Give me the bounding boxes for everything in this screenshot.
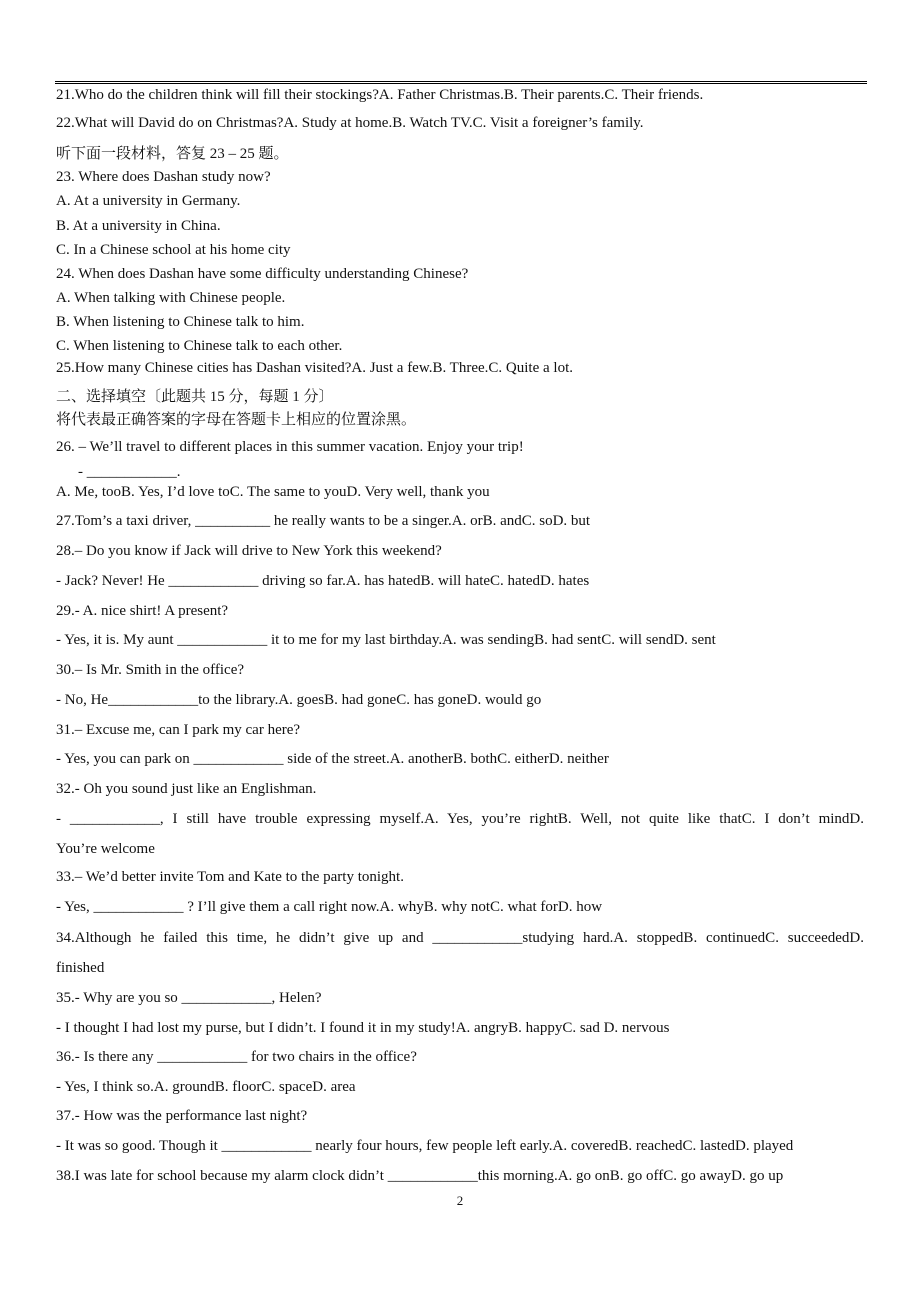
q38: 38.I was late for school because my alarm clock didn’t ____________this morning.A. go onB. go offC. go awayD. go up — [56, 1168, 784, 1184]
q23-option-b: B. At a university in China. — [56, 218, 221, 234]
section-heading: 二、选择填空〔此题共 15 分，每题 1 分〕 — [56, 389, 334, 405]
q26: 26. – We’ll travel to different places in this summer vacation. Enjoy your trip! — [56, 439, 524, 455]
q29-reply: - Yes, it is. My aunt ____________ it to me for my last birthday.A. was sendingB. had sentC. will sendD. sent — [56, 632, 716, 648]
q33-reply: - Yes, ____________ ? I’ll give them a call right now.A. whyB. why notC. what forD. how — [56, 899, 603, 915]
q28-reply: - Jack? Never! He ____________ driving so far.A. has hatedB. will hateC. hatedD. hates — [56, 573, 590, 589]
q37-reply: - It was so good. Though it ____________ nearly four hours, few people left early.A. coveredB. reachedC. lastedD. played — [56, 1138, 794, 1154]
q24-option-a: A. When talking with Chinese people. — [56, 290, 286, 306]
q23-option-c: C. In a Chinese school at his home city — [56, 242, 291, 258]
q26-reply: - ____________. — [78, 464, 181, 480]
q36-reply: - Yes, I think so.A. groundB. floorC. spaceD. area — [56, 1079, 356, 1095]
q29: 29.- A. nice shirt! A present? — [56, 603, 229, 619]
listening-instruction: 听下面一段材料，答复 23 – 25 题。 — [56, 146, 289, 162]
q34-cont: finished — [56, 960, 105, 976]
q35-reply: - I thought I had lost my purse, but I didn’t. I found it in my study!A. angryB. happyC. sad D. nervous — [56, 1020, 670, 1036]
q30: 30.– Is Mr. Smith in the office? — [56, 662, 245, 678]
header-rule — [55, 81, 867, 84]
section-instruction: 将代表最正确答案的字母在答题卡上相应的位置涂黑。 — [56, 412, 417, 428]
q31: 31.– Excuse me, can I park my car here? — [56, 722, 301, 738]
q36: 36.- Is there any ____________ for two chairs in the office? — [56, 1049, 417, 1065]
q23-option-a: A. At a university in Germany. — [56, 193, 241, 209]
q22: 22.What will David do on Christmas?A. Study at home.B. Watch TV.C. Visit a foreigner’s family. — [56, 115, 644, 131]
q21: 21.Who do the children think will fill their stockings?A. Father Christmas.B. Their parents.C. Their friends. — [56, 87, 704, 103]
q30-reply: - No, He____________to the library.A. goesB. had goneC. has goneD. would go — [56, 692, 542, 708]
q23: 23. Where does Dashan study now? — [56, 169, 271, 185]
q24: 24. When does Dashan have some difficulty understanding Chinese? — [56, 266, 469, 282]
q28: 28.– Do you know if Jack will drive to New York this weekend? — [56, 543, 442, 559]
q24-option-c: C. When listening to Chinese talk to each other. — [56, 338, 343, 354]
q24-option-b: B. When listening to Chinese talk to him. — [56, 314, 305, 330]
q32: 32.- Oh you sound just like an Englishman. — [56, 781, 317, 797]
q33: 33.– We’d better invite Tom and Kate to the party tonight. — [56, 869, 404, 885]
q35: 35.- Why are you so ____________, Helen? — [56, 990, 322, 1006]
q31-reply: - Yes, you can park on ____________ side of the street.A. anotherB. bothC. eitherD. neither — [56, 751, 609, 767]
q37: 37.- How was the performance last night? — [56, 1108, 308, 1124]
page-number: 2 — [456, 1193, 464, 1208]
q34: 34.Although he failed this time, he didn’t give up and ____________studying hard.A. stoppedB. continuedC. succeededD. — [56, 930, 864, 946]
q26-options: A. Me, tooB. Yes, I’d love toC. The same to youD. Very well, thank you — [56, 484, 490, 500]
q27: 27.Tom’s a taxi driver, __________ he really wants to be a singer.A. orB. andC. soD. but — [56, 513, 591, 529]
q32-reply: - ____________, I still have trouble expressing myself.A. Yes, you’re rightB. Well, not quite like thatC. I don’t mindD. — [56, 811, 864, 827]
q32-reply-cont: You’re welcome — [56, 841, 155, 857]
q25: 25.How many Chinese cities has Dashan visited?A. Just a few.B. Three.C. Quite a lot. — [56, 360, 573, 376]
